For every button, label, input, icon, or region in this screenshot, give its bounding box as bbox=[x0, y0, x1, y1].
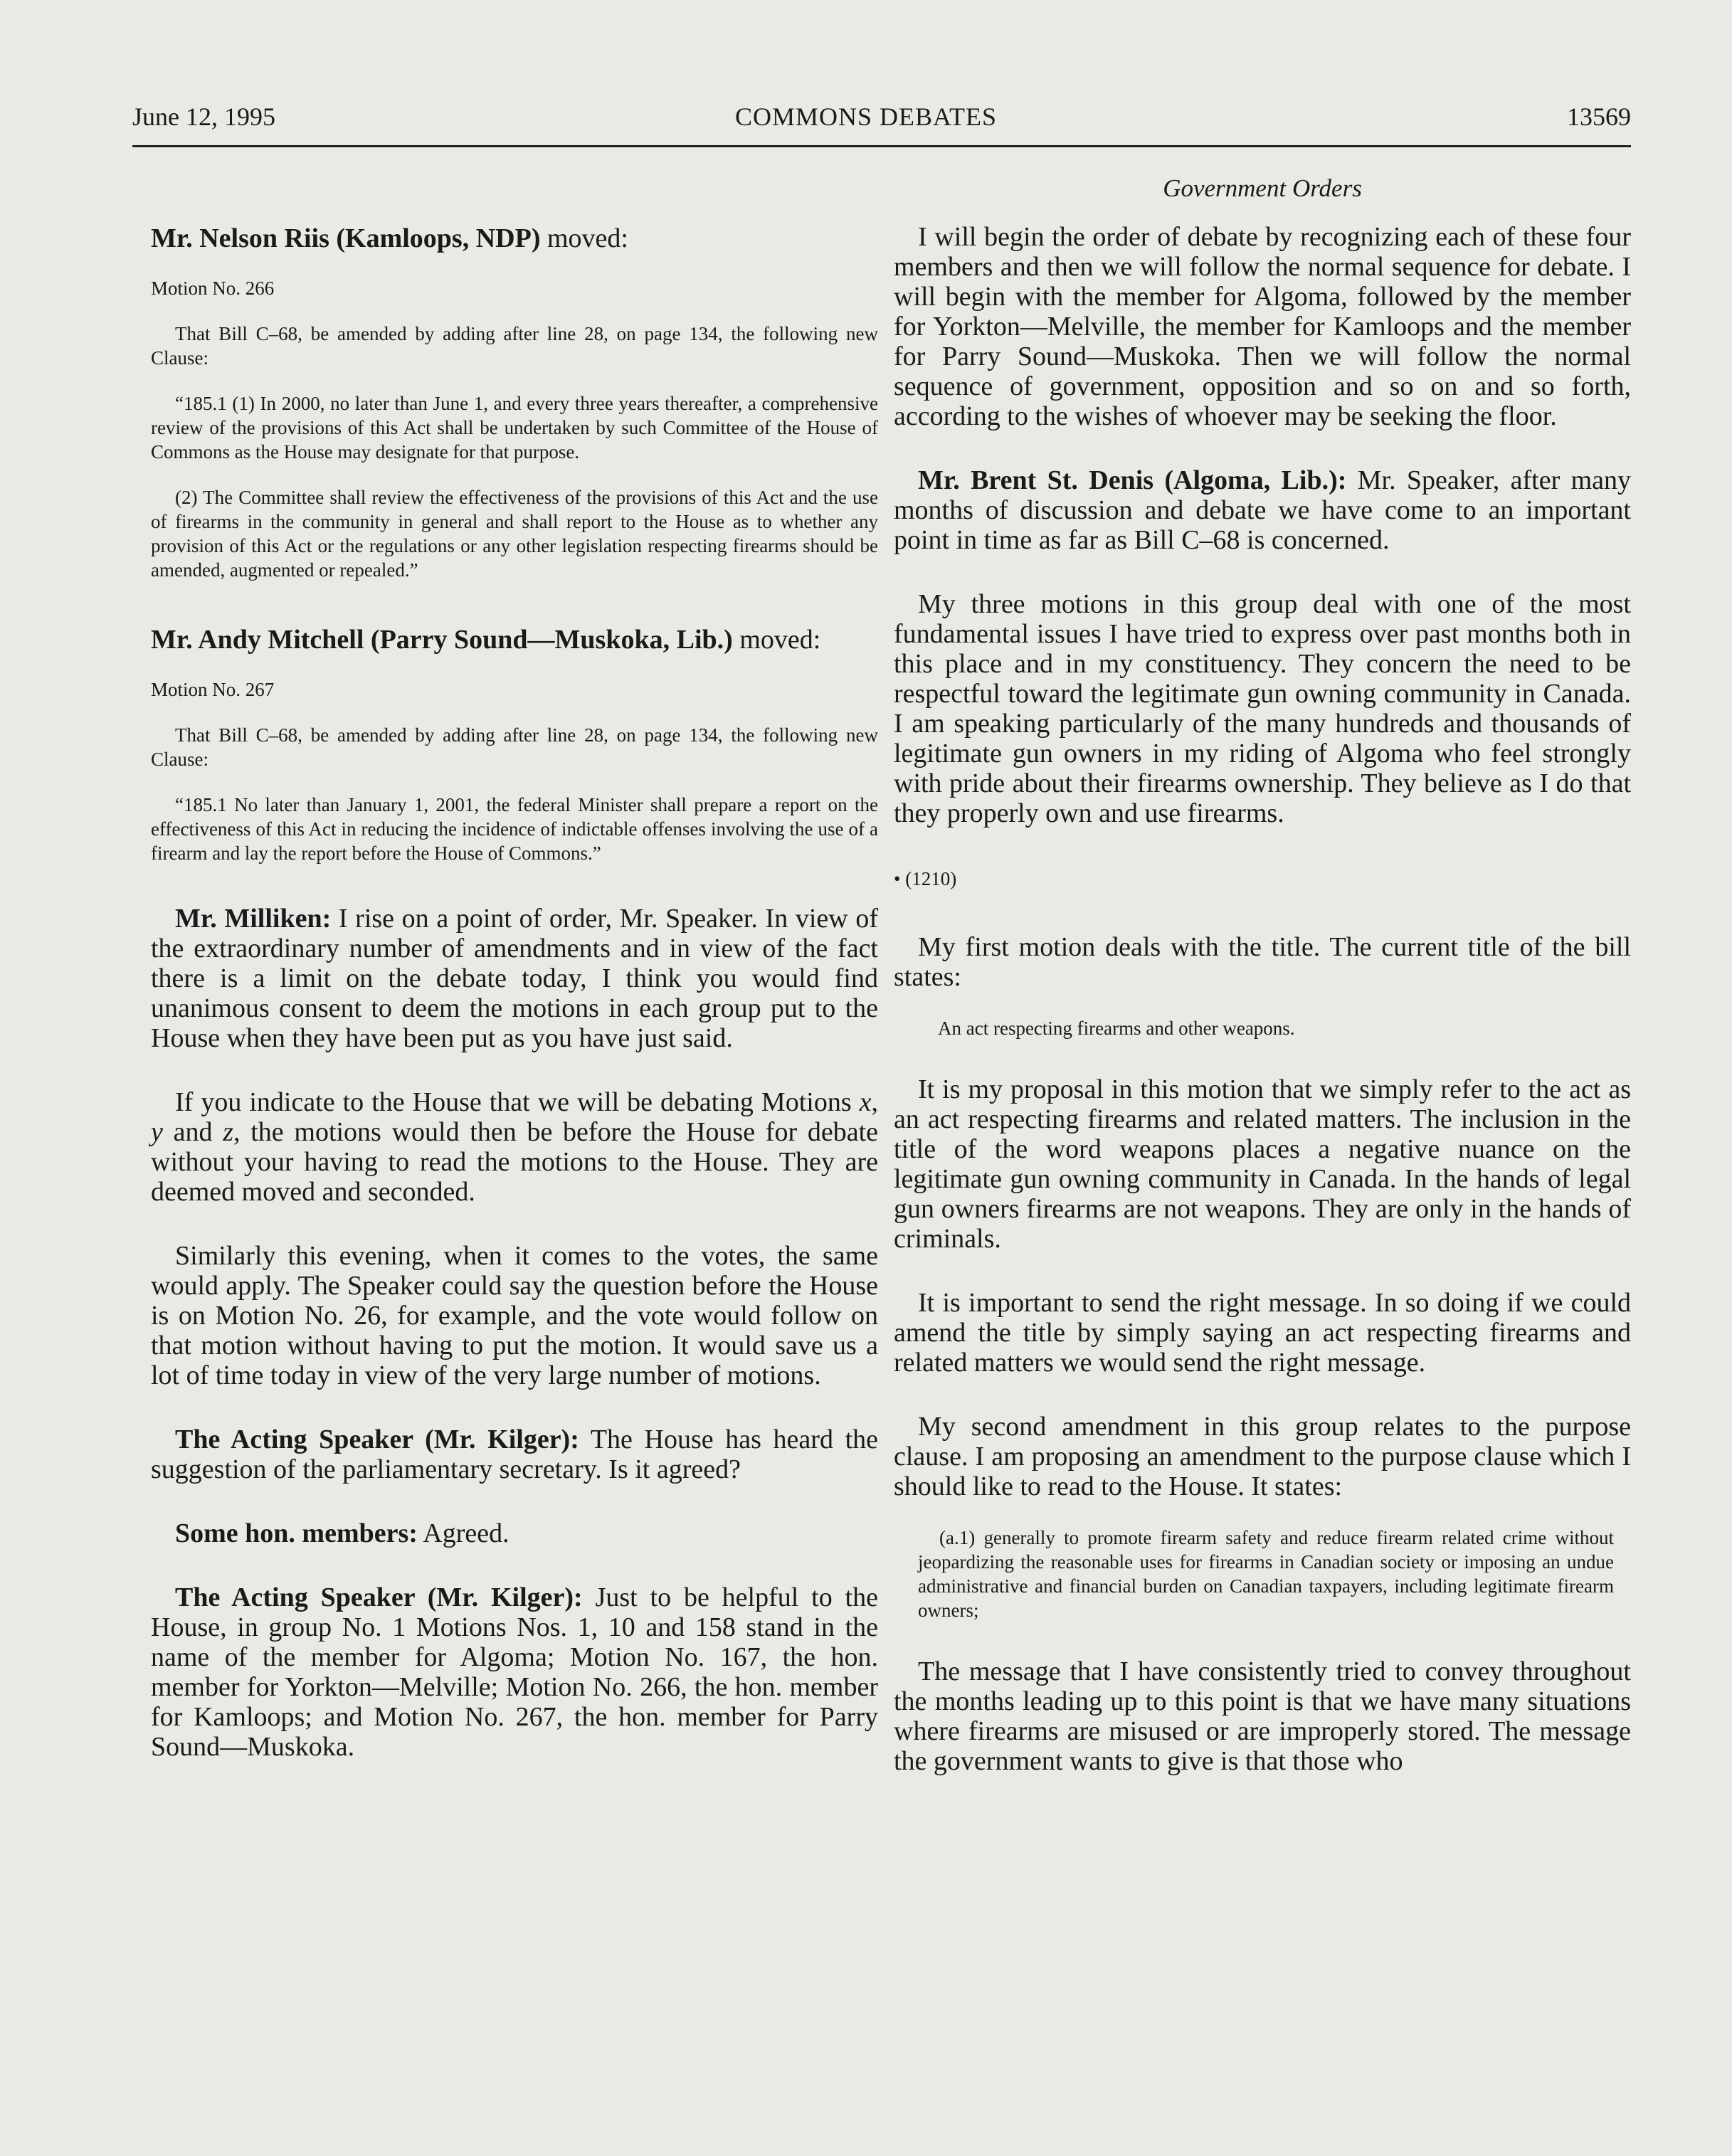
right-column bbox=[894, 172, 1631, 1776]
riis-mover bbox=[151, 222, 878, 255]
speaker-name: Mr. Brent St. Denis (Algoma, Lib.): bbox=[918, 465, 1347, 495]
header-rule bbox=[132, 145, 1631, 147]
speech-text: , bbox=[871, 1087, 878, 1117]
mitchell-mover bbox=[151, 623, 878, 656]
motion-text: That Bill C–68, be amended by adding after line 28, on page 134, the following new Clause: bbox=[151, 323, 878, 369]
header-page-number: 13569 bbox=[1567, 102, 1631, 131]
milliken-paragraph-3: Similarly this evening, when it comes to the votes, the same would apply. The Speaker could say the question before the House is on Motion No. 26, for example, and the vote would follow on that motion without having to put the motion. It would save us a lot of time today in view of the very large number of motions. bbox=[151, 1241, 878, 1390]
block-quote: (a.1) generally to promote firearm safety and reduce firearm related crime without jeopardizing the reasonable uses for firearms in Canadian society or imposing an undue administrative and financial burden on Canadian taxpayers, including legitimate firearm owners; bbox=[918, 1527, 1614, 1621]
speaker-name: Mr. Nelson Riis (Kamloops, NDP) bbox=[151, 223, 541, 253]
right-paragraph: My first motion deals with the title. The current title of the bill states: bbox=[894, 932, 1631, 992]
stdenis-paragraph bbox=[894, 465, 1631, 555]
acting-speaker-paragraph bbox=[151, 1582, 878, 1762]
speech-text: z bbox=[223, 1117, 233, 1147]
motion-text: That Bill C–68, be amended by adding after line 28, on page 134, the following new Clause: bbox=[151, 724, 878, 770]
right-paragraph: My three motions in this group deal with one of the most fundamental issues I have tried to express over past months both in this place and in my constituency. They concern the need to be respectful toward the legitimate gun owning community in Canada. I am speaking particularly of the many hundreds and thousands of legitimate gun owners in my riding of Algoma who feel strongly with pride about their firearms ownership. They believe as I do that they properly own and use firearms. bbox=[894, 589, 1631, 828]
header-title: COMMONS DEBATES bbox=[734, 102, 998, 131]
left-banner-spacer bbox=[151, 172, 878, 208]
acting-speaker-paragraph bbox=[151, 1425, 878, 1484]
right-paragraph: It is important to send the right message. In so doing if we could amend the title by simply saying an act respecting firearms and related matters we would send the right message. bbox=[894, 1288, 1631, 1378]
speech-text: and bbox=[162, 1117, 223, 1147]
milliken-paragraph bbox=[151, 904, 878, 1053]
mover-verb: moved: bbox=[732, 625, 821, 655]
motion-clause: “185.1 (1) In 2000, no later than June 1, and every three years thereafter, a comprehensive review of the provisions of this Act shall be undertaken by such Committee of the House of Commons as the House may designate for that purpose. bbox=[151, 393, 878, 463]
block-quote: An act respecting firearms and other weapons. bbox=[938, 1018, 1295, 1039]
speech-text: If you indicate to the House that we will be debating Motions bbox=[175, 1087, 860, 1117]
speaker-name: Some hon. members: bbox=[175, 1518, 418, 1548]
milliken-paragraph-2 bbox=[151, 1087, 878, 1207]
speech-text: , the motions would then be before the House for debate without your having to read the motions to the House. They are deemed moved and seconded. bbox=[151, 1117, 878, 1207]
time-marker: • (1210) bbox=[894, 868, 957, 889]
motion-number: Motion No. 267 bbox=[151, 679, 275, 700]
speech-text: Just to be helpful to the House, in group No. 1 Motions Nos. 1, 10 and 158 stand in the name of the member for Algoma; Motion No. 167, the hon. member for Yorkton—Melville; Motion No. 266, the hon. member for Kamloops; and Motion No. 267, the hon. member for Parry Sound—Muskoka. bbox=[151, 1582, 878, 1762]
left-column bbox=[151, 172, 878, 1762]
mover-verb: moved: bbox=[540, 223, 628, 253]
speech-text: x bbox=[859, 1087, 872, 1117]
motion-clause: (2) The Committee shall review the effectiveness of the provisions of this Act and the use of firearms in the community in general and shall report to the House as to whether any provision of this Act or the regulations or any other legislation respecting firearms should be amended, augmented or repealed.” bbox=[151, 487, 878, 581]
speech-text: y bbox=[151, 1117, 163, 1147]
right-paragraph: I will begin the order of debate by recognizing each of these four members and then we will follow the normal sequence for debate. I will begin with the member for Algoma, followed by the member for Yorkton—Melville, the member for Kamloops and the member for Parry Sound—Muskoka. Then we will follow the normal sequence of government, opposition and so on and so forth, according to the wishes of whoever may be seeking the floor. bbox=[894, 222, 1631, 431]
speech-text: I rise on a point of order, Mr. Speaker. In view of the extraordinary number of amendments and in view of the fact there is a limit on the debate today, I think you would find unanimous consent to deem the motions in each group put to the House when they have been put as you have just said. bbox=[151, 904, 878, 1053]
members-paragraph bbox=[151, 1518, 878, 1548]
right-paragraph: It is my proposal in this motion that we simply refer to the act as an act respecting firearms and related matters. The inclusion in the title of the word weapons places a negative nuance on the legitimate gun owning community in Canada. In the hands of legal gun owners firearms are not weapons. They are only in the hands of criminals. bbox=[894, 1074, 1631, 1254]
motion-clause: “185.1 No later than January 1, 2001, the federal Minister shall prepare a report on the effectiveness of this Act in reducing the incidence of indictable offenses involving the use of a firearm and lay the report before the House of Commons.” bbox=[151, 794, 878, 864]
speaker-name: The Acting Speaker (Mr. Kilger): bbox=[175, 1582, 583, 1612]
motion-number: Motion No. 266 bbox=[151, 278, 275, 299]
speaker-name: The Acting Speaker (Mr. Kilger): bbox=[175, 1425, 579, 1454]
right-paragraph: The message that I have consistently tried to convey throughout the months leading up to this point is that we have many situations where firearms are misused or are improperly stored. The message the government wants to give is that those who bbox=[894, 1656, 1631, 1776]
speaker-name: Mr. Andy Mitchell (Parry Sound—Muskoka, Lib.) bbox=[151, 625, 733, 655]
speaker-name: Mr. Milliken: bbox=[175, 904, 332, 934]
speech-text: Agreed. bbox=[417, 1518, 509, 1548]
header-date: June 12, 1995 bbox=[132, 102, 275, 131]
right-paragraph: My second amendment in this group relates to the purpose clause. I am proposing an amendment to the purpose clause which I should like to read to the House. It states: bbox=[894, 1412, 1631, 1501]
speech-text: The House has heard the suggestion of the parliamentary secretary. Is it agreed? bbox=[151, 1425, 878, 1484]
section-banner: Government Orders bbox=[1163, 174, 1362, 202]
speech-text: Mr. Speaker, after many months of discussion and debate we have come to an important point in time as far as Bill C–68 is concerned. bbox=[894, 465, 1632, 555]
